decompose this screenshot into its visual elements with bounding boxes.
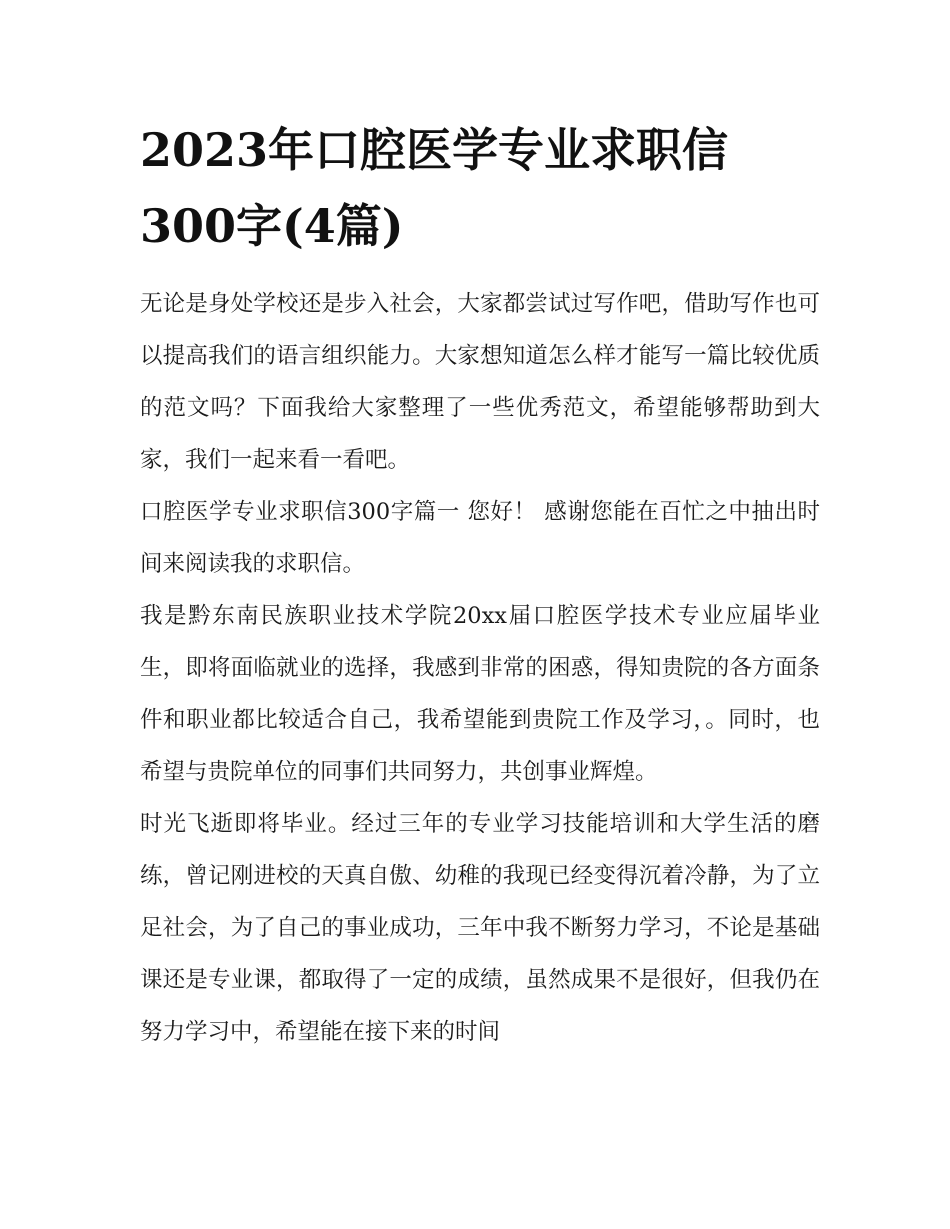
document-title xyxy=(140,112,820,264)
document-body xyxy=(140,278,820,1058)
paragraph-self-intro: 我是黔东南民族职业技术学院20xx届口腔医学技术专业应届毕业生，即将面临就业的选择，我感到非常的困惑，得知贵院的各方面条件和职业都比较适合自己，我希望能到贵院工作及学习，。同时，也希望与贵院单位的同事们共同努力，共创事业辉煌。 xyxy=(140,603,820,785)
title-line-2: 300字(4篇) xyxy=(140,199,404,253)
paragraph-greeting: 口腔医学专业求职信300字篇一 您好！ 感谢您能在百忙之中抽出时间来阅读我的求职信。 xyxy=(140,499,820,577)
paragraph-study: 时光飞逝即将毕业。经过三年的专业学习技能培训和大学生活的磨练，曾记刚进校的天真自傲、幼稚的我现已经变得沉着冷静，为了立足社会，为了自己的事业成功，三年中我不断努力学习，不论是基础课还是专业课，都取得了一定的成绩，虽然成果不是很好，但我仍在努力学习中，希望能在接下来的时间 xyxy=(140,811,820,1045)
title-line-1: 2023年口腔医学专业求职信 xyxy=(140,123,729,177)
paragraph-intro: 无论是身处学校还是步入社会，大家都尝试过写作吧，借助写作也可以提高我们的语言组织能力。大家想知道怎么样才能写一篇比较优质的范文吗？下面我给大家整理了一些优秀范文，希望能够帮助到大家，我们一起来看一看吧。 xyxy=(140,291,820,473)
document-page xyxy=(140,112,820,1058)
